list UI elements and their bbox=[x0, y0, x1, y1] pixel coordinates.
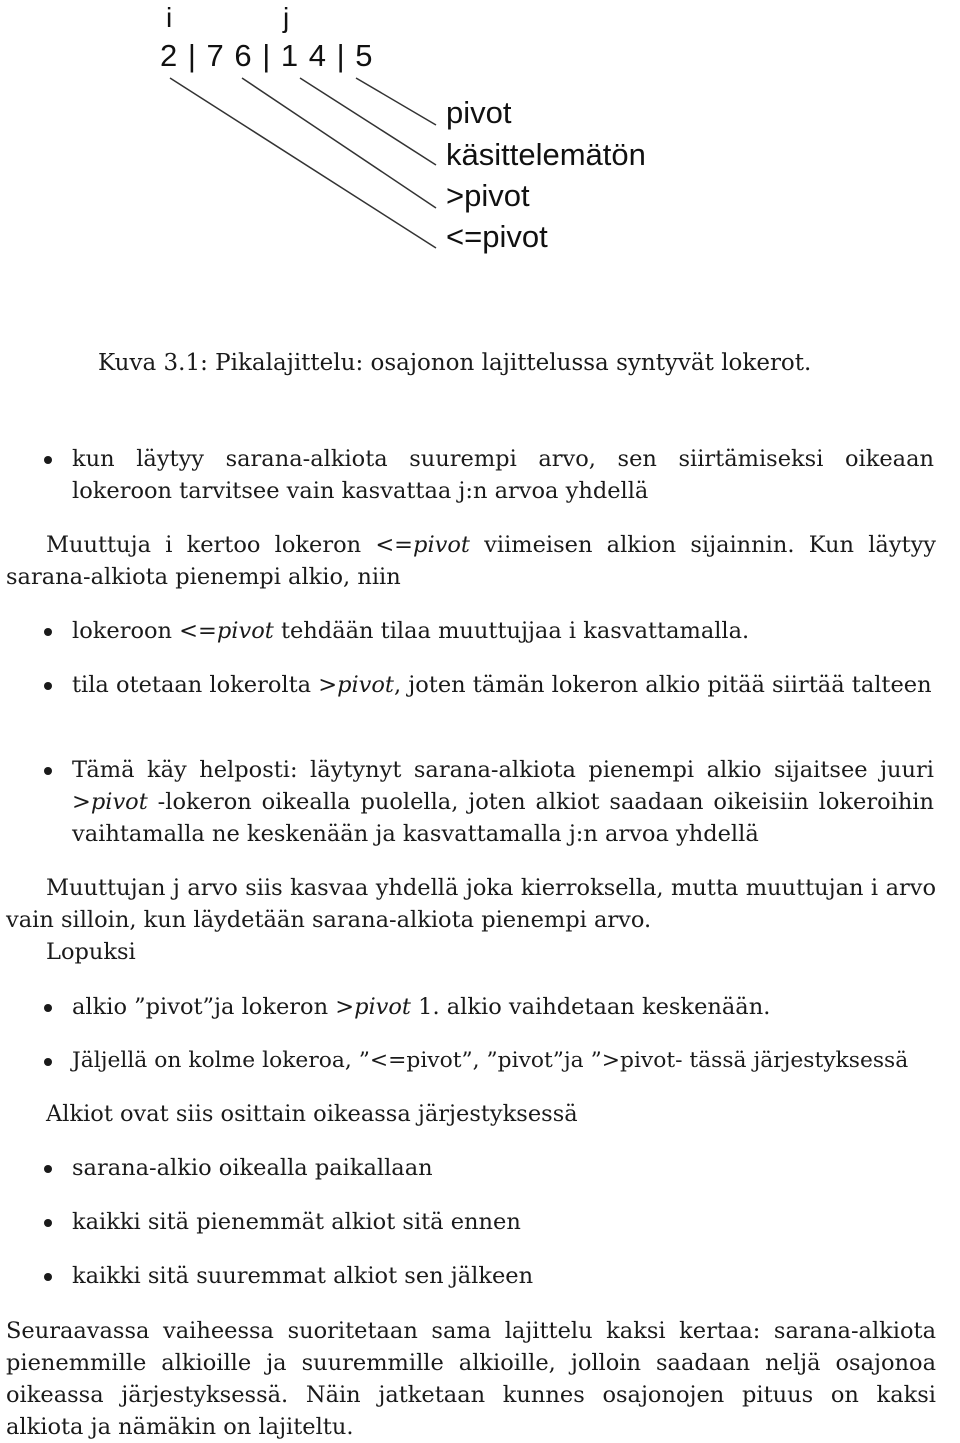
italic-term: pivot bbox=[337, 672, 394, 698]
list-item-text: kaikki sitä pienemmät alkiot sitä ennen bbox=[72, 1209, 521, 1235]
figure-label-j: j bbox=[283, 2, 290, 33]
list-item bbox=[72, 615, 934, 647]
line-to-le-pivot bbox=[170, 78, 436, 248]
legend-unprocessed: käsittelemätön bbox=[446, 137, 646, 172]
text-run: 1. alkio vaihdetaan keskenään. bbox=[410, 994, 771, 1020]
list-item-text: sarana-alkio oikealla paikallaan bbox=[72, 1155, 433, 1181]
list-item-text: kun läytyy sarana-alkiota suurempi arvo, sen siirtämiseksi oikeaan lokeroon tarvitsee vain kasvattaa j:n arvoa yhdellä bbox=[72, 446, 934, 504]
text-run: lokeroon <= bbox=[72, 618, 217, 644]
italic-term: pivot bbox=[216, 618, 274, 644]
list-item-text: kaikki sitä suuremmat alkiot sen jälkeen bbox=[72, 1263, 534, 1289]
text-run: Tämä käy helposti: läytynyt sarana-alkiota pienempi alkio sijaitsee juuri > bbox=[72, 757, 934, 815]
list-item bbox=[72, 1045, 934, 1077]
list-item bbox=[72, 1206, 934, 1238]
text-run: tehdään tilaa muuttujjaa i kasvattamalla. bbox=[273, 618, 750, 644]
bullet-icon bbox=[44, 767, 52, 775]
bullet-icon bbox=[44, 1058, 52, 1066]
paragraph: Seuraavassa vaiheessa suoritetaan sama lajittelu kaksi kertaa: sarana-alkiota pienemmille alkioille ja suuremmille alkioille, jolloin saadaan neljä osajonoa oikeassa järjestyksessä. Näin jatketaan kunnes osajonojen pituus on kaksi alkiota ja nämäkin on lajiteltu. bbox=[6, 1318, 936, 1440]
paragraph: Muuttujan j arvo siis kasvaa yhdellä joka kierroksella, mutta muuttujan i arvo vain silloin, kun läydetään sarana-alkiota pienempi arvo. bbox=[6, 875, 936, 933]
italic-term: pivot bbox=[90, 789, 148, 815]
figure-caption: Kuva 3.1: Pikalajittelu: osajonon lajittelussa syntyvät lokerot. bbox=[98, 350, 812, 376]
italic-term: pivot bbox=[354, 994, 411, 1020]
text-run: tila otetaan lokerolta > bbox=[72, 672, 338, 698]
text-run: -lokeron oikealla puolella, joten alkiot saadaan oikeisiin lokeroihin vaihtamalla ne keskenään ja kasvattamalla j:n arvoa yhdellä bbox=[72, 789, 934, 847]
legend-pivot: pivot bbox=[446, 95, 512, 130]
text-run: viimeisen alkion sijainnin. Kun läytyy sarana-alkiota pienempi alkio, niin bbox=[6, 532, 936, 590]
legend-gt-pivot: >pivot bbox=[446, 178, 530, 213]
paragraph: Alkiot ovat siis osittain oikeassa järjestyksessä bbox=[46, 1101, 578, 1127]
legend-le-pivot: <=pivot bbox=[446, 219, 548, 254]
line-to-pivot bbox=[356, 78, 436, 125]
list-item bbox=[72, 669, 934, 701]
list-item bbox=[72, 1260, 934, 1292]
paragraph: Lopuksi bbox=[46, 939, 136, 965]
list-item bbox=[72, 1152, 934, 1184]
figure-label-i: i bbox=[166, 2, 173, 33]
paragraph bbox=[6, 529, 936, 593]
list-item bbox=[72, 443, 934, 507]
italic-term: pivot bbox=[413, 532, 470, 558]
bullet-icon bbox=[44, 682, 52, 690]
bullet-icon bbox=[44, 456, 52, 464]
text-run: alkio ”pivot”ja lokeron > bbox=[72, 994, 355, 1020]
bullet-icon bbox=[44, 628, 52, 636]
text-run: , joten tämän lokeron alkio pitää siirtää talteen bbox=[393, 672, 932, 698]
list-item bbox=[72, 754, 934, 850]
text-run: Muuttuja i kertoo lokeron <= bbox=[46, 532, 414, 558]
line-to-unprocessed bbox=[300, 78, 436, 165]
bullet-icon bbox=[44, 1004, 52, 1012]
figure-sequence: 2 | 7 6 | 1 4 | 5 bbox=[160, 38, 374, 73]
bullet-icon bbox=[44, 1165, 52, 1173]
figure-quicksort-partitions bbox=[0, 0, 960, 300]
list-item-text: Jäljellä on kolme lokeroa, ”<=pivot”, ”pivot”ja ”>pivot- tässä järjestyksessä bbox=[72, 1048, 909, 1073]
bullet-icon bbox=[44, 1273, 52, 1281]
list-item bbox=[72, 991, 934, 1023]
bullet-icon bbox=[44, 1219, 52, 1227]
